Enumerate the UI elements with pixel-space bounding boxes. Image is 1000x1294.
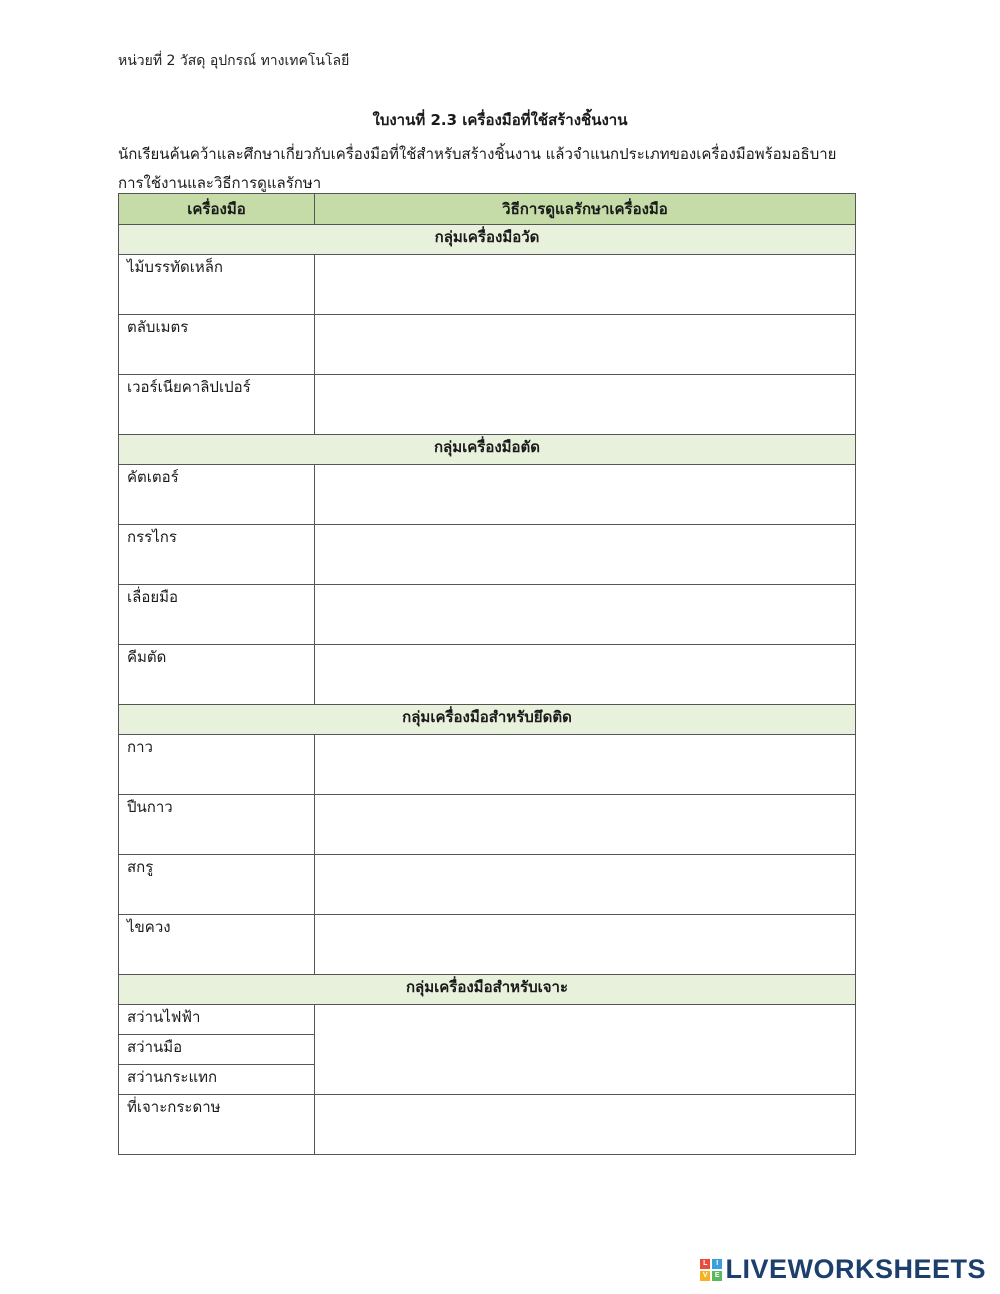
- tool-name: ไขควง: [119, 915, 315, 975]
- answer-cell[interactable]: [315, 525, 856, 585]
- group-header-drilling: กลุ่มเครื่องมือสำหรับเจาะ: [119, 975, 856, 1005]
- tool-name: สว่านกระแทก: [119, 1065, 315, 1095]
- tool-name: กรรไกร: [119, 525, 315, 585]
- tool-name: ที่เจาะกระดาษ: [119, 1095, 315, 1155]
- tool-name: ปืนกาว: [119, 795, 315, 855]
- column-header-care: วิธีการดูแลรักษาเครื่องมือ: [315, 194, 856, 225]
- unit-header: หน่วยที่ 2 วัสดุ อุปกรณ์ ทางเทคโนโลยี: [118, 53, 350, 69]
- tool-name: สกรู: [119, 855, 315, 915]
- tool-name: เลื่อยมือ: [119, 585, 315, 645]
- tool-name: สว่านไฟฟ้า: [119, 1005, 315, 1035]
- answer-cell[interactable]: [315, 465, 856, 525]
- tool-name: ไม้บรรทัดเหล็ก: [119, 255, 315, 315]
- liveworksheets-logo[interactable]: [700, 1254, 986, 1285]
- worksheet-title: ใบงานที่ 2.3 เครื่องมือที่ใช้สร้างชิ้นงาน: [372, 111, 628, 129]
- column-header-tool: เครื่องมือ: [119, 194, 315, 225]
- tool-name: เวอร์เนียคาลิปเปอร์: [119, 375, 315, 435]
- group-header-measuring: กลุ่มเครื่องมือวัด: [119, 225, 856, 255]
- answer-cell[interactable]: [315, 255, 856, 315]
- answer-cell[interactable]: [315, 375, 856, 435]
- answer-cell[interactable]: [315, 735, 856, 795]
- instruction-text: นักเรียนค้นคว้าและศึกษาเกี่ยวกับเครื่องมือที่ใช้สำหรับสร้างชิ้นงาน แล้วจำแนกประเภทของเครื่องมือพร้อมอธิบายการใช้งานและวิธีการดูแลรักษา: [118, 145, 837, 192]
- group-header-fastening: กลุ่มเครื่องมือสำหรับยึดติด: [119, 705, 856, 735]
- answer-cell[interactable]: [315, 315, 856, 375]
- tool-name: คัตเตอร์: [119, 465, 315, 525]
- answer-cell[interactable]: [315, 1095, 856, 1155]
- tool-name: สว่านมือ: [119, 1035, 315, 1065]
- answer-cell[interactable]: [315, 585, 856, 645]
- answer-cell[interactable]: [315, 645, 856, 705]
- tools-table: [118, 193, 856, 1155]
- tool-name: คีมตัด: [119, 645, 315, 705]
- group-header-cutting: กลุ่มเครื่องมือตัด: [119, 435, 856, 465]
- tool-name: ตลับเมตร: [119, 315, 315, 375]
- answer-cell[interactable]: [315, 915, 856, 975]
- logo-cell-l: L: [700, 1259, 710, 1269]
- logo-cell-e: E: [712, 1271, 722, 1281]
- answer-cell[interactable]: [315, 795, 856, 855]
- tool-name: กาว: [119, 735, 315, 795]
- logo-cell-v: V: [700, 1271, 710, 1281]
- logo-cell-i: I: [712, 1259, 722, 1269]
- answer-cell-merged[interactable]: [315, 1005, 856, 1095]
- logo-text: LIVEWORKSHEETS: [725, 1254, 986, 1284]
- logo-icon: [700, 1259, 722, 1281]
- answer-cell[interactable]: [315, 855, 856, 915]
